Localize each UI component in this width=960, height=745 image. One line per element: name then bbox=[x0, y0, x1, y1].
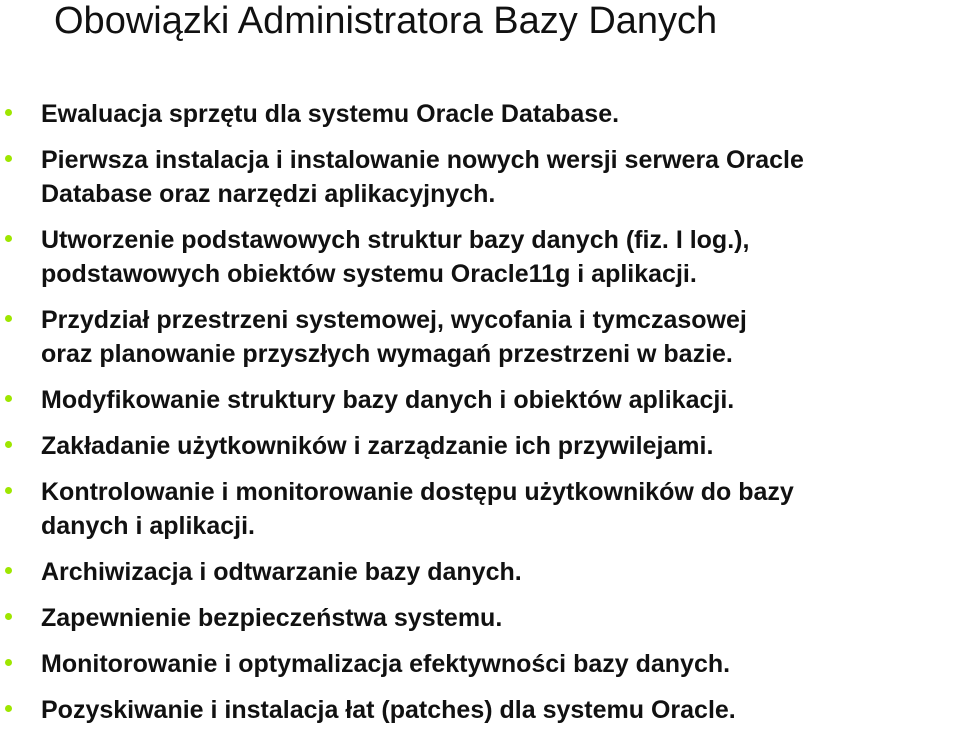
bullet-text-line: danych i aplikacji. bbox=[41, 512, 255, 540]
bullet-item bbox=[0, 693, 960, 727]
bullet-text-line: Zapewnienie bezpieczeństwa systemu. bbox=[41, 604, 503, 632]
bullet-text-line: Archiwizacja i odtwarzanie bazy danych. bbox=[41, 558, 522, 586]
bullet-dot-icon bbox=[5, 155, 12, 162]
bullet-text-line: Pozyskiwanie i instalacja łat (patches) dla systemu Oracle. bbox=[41, 696, 736, 724]
bullet-item bbox=[0, 97, 960, 131]
bullet-dot-icon bbox=[5, 109, 12, 116]
bullet-dot-icon bbox=[5, 315, 12, 322]
bullet-list bbox=[0, 97, 960, 739]
bullet-dot-icon bbox=[5, 487, 12, 494]
bullet-text-line: Przydział przestrzeni systemowej, wycofania i tymczasowej bbox=[41, 306, 747, 334]
slide-title: Obowiązki Administratora Bazy Danych bbox=[54, 0, 718, 42]
bullet-text-line: Database oraz narzędzi aplikacyjnych. bbox=[41, 180, 496, 208]
bullet-dot-icon bbox=[5, 441, 12, 448]
bullet-dot-icon bbox=[5, 395, 12, 402]
bullet-dot-icon bbox=[5, 705, 12, 712]
bullet-item bbox=[0, 601, 960, 635]
bullet-item bbox=[0, 223, 960, 291]
bullet-dot-icon bbox=[5, 613, 12, 620]
bullet-item bbox=[0, 303, 960, 371]
bullet-text-line: Ewaluacja sprzętu dla systemu Oracle Database. bbox=[41, 100, 620, 128]
bullet-text-line: Monitorowanie i optymalizacja efektywności bazy danych. bbox=[41, 650, 731, 678]
bullet-item bbox=[0, 383, 960, 417]
bullet-dot-icon bbox=[5, 235, 12, 242]
bullet-text-line: Modyfikowanie struktury bazy danych i obiektów aplikacji. bbox=[41, 386, 735, 414]
bullet-text-line: oraz planowanie przyszłych wymagań przestrzeni w bazie. bbox=[41, 340, 733, 368]
bullet-text-line: Zakładanie użytkowników i zarządzanie ich przywilejami. bbox=[41, 432, 714, 460]
bullet-text-line: Pierwsza instalacja i instalowanie nowych wersji serwera Oracle bbox=[41, 146, 804, 174]
bullet-item bbox=[0, 555, 960, 589]
bullet-item bbox=[0, 647, 960, 681]
bullet-item bbox=[0, 475, 960, 543]
bullet-dot-icon bbox=[5, 567, 12, 574]
bullet-text-line: podstawowych obiektów systemu Oracle11g i aplikacji. bbox=[41, 260, 697, 288]
bullet-item bbox=[0, 429, 960, 463]
bullet-text-line: Kontrolowanie i monitorowanie dostępu użytkowników do bazy bbox=[41, 478, 794, 506]
bullet-dot-icon bbox=[5, 659, 12, 666]
bullet-item bbox=[0, 143, 960, 211]
bullet-text-line: Utworzenie podstawowych struktur bazy danych (fiz. I log.), bbox=[41, 226, 750, 254]
